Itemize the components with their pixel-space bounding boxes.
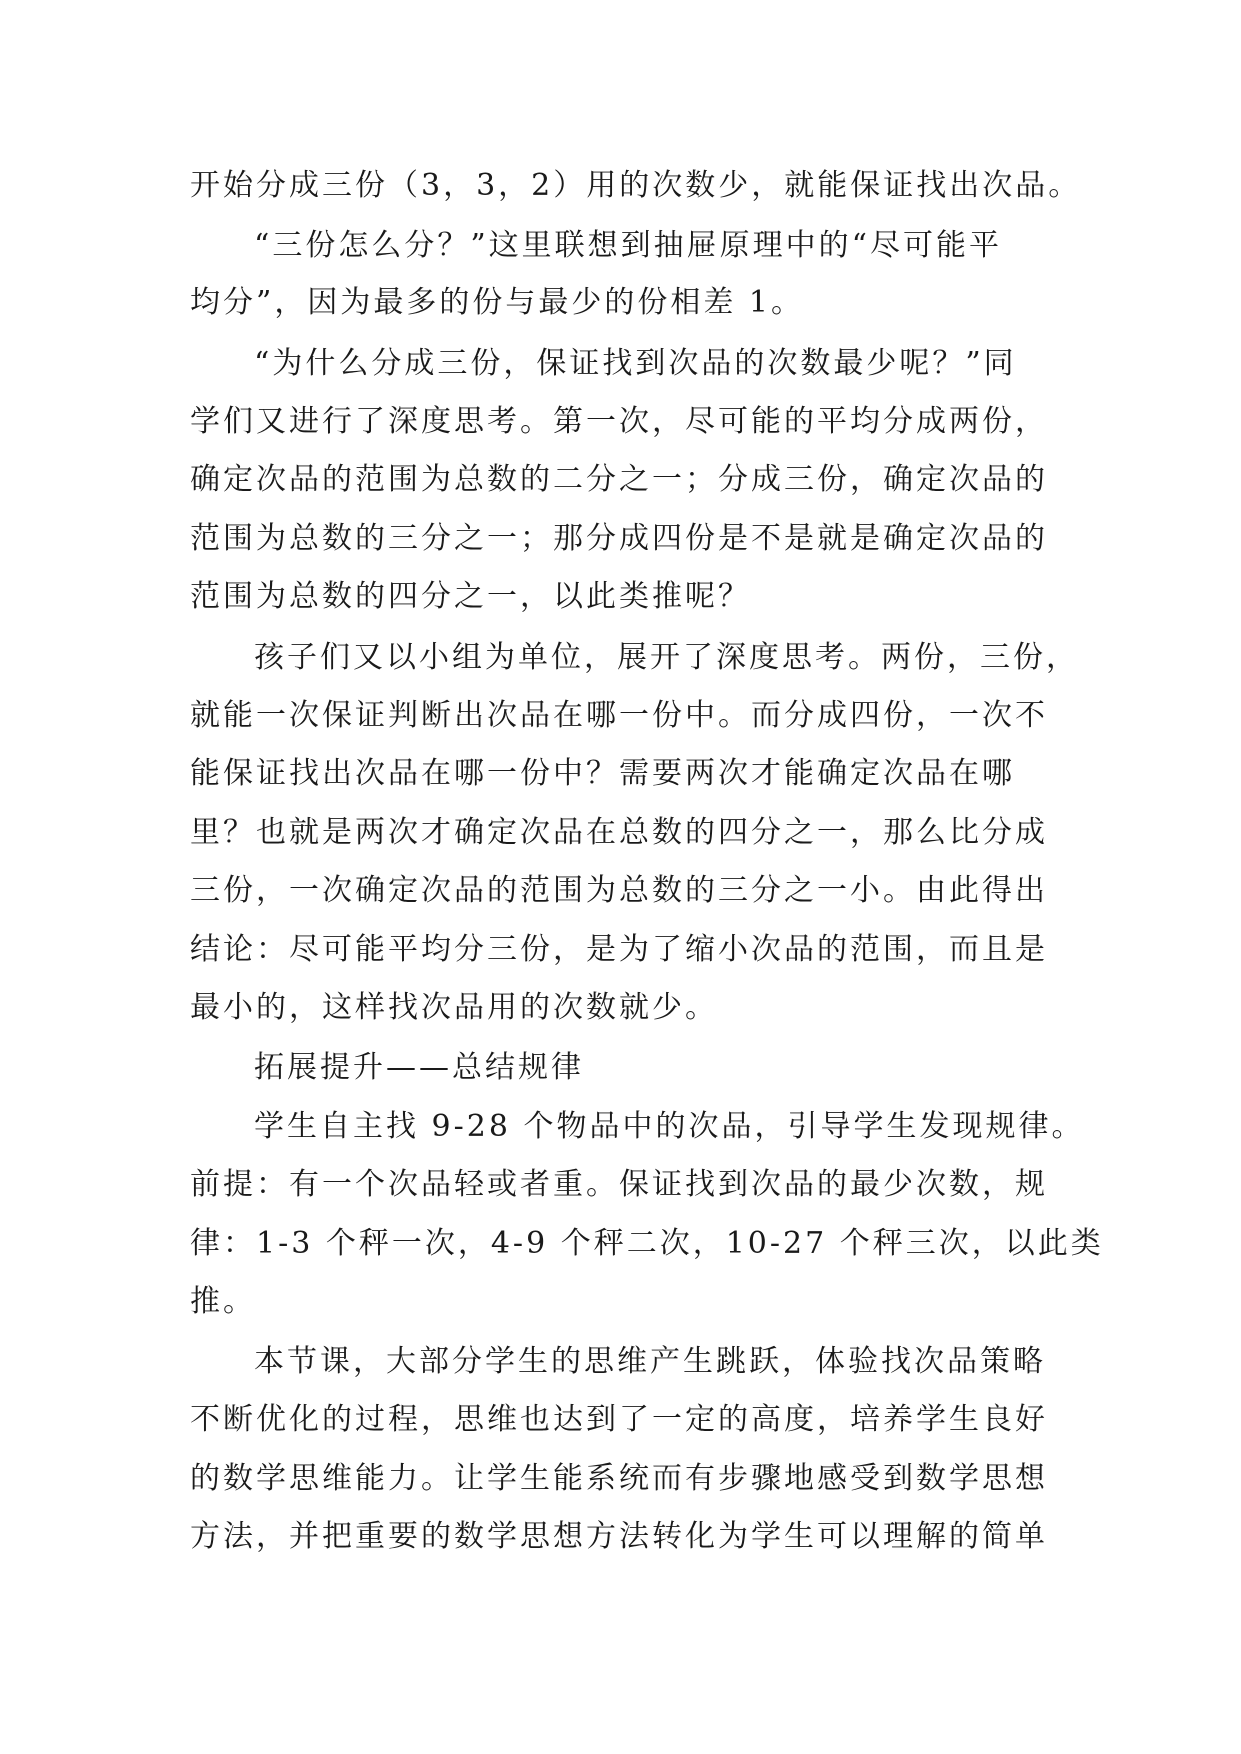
text-line: 的数学思维能力。让学生能系统而有步骤地感受到数学思想 bbox=[190, 1461, 1048, 1496]
text-line: 里？也就是两次才确定次品在总数的四分之一，那么比分成 bbox=[190, 815, 1048, 850]
text-line: 推。 bbox=[190, 1284, 256, 1319]
text-line: 律：1-3 个秤一次，4-9 个秤二次，10-27 个秤三次，以此类 bbox=[190, 1226, 1104, 1261]
text-line: 学们又进行了深度思考。第一次，尽可能的平均分成两份， bbox=[190, 404, 1048, 439]
text-line: 范围为总数的四分之一，以此类推呢？ bbox=[190, 579, 751, 614]
text-line: 三份，一次确定次品的范围为总数的三分之一小。由此得出 bbox=[190, 873, 1048, 908]
text-line: 最小的，这样找次品用的次数就少。 bbox=[190, 990, 718, 1025]
text-line: 学生自主找 9-28 个物品中的次品，引导学生发现规律。 bbox=[254, 1109, 1085, 1144]
text-line: 均分”，因为最多的份与最少的份相差 1。 bbox=[190, 285, 804, 320]
text-line: 能保证找出次品在哪一份中？需要两次才能确定次品在哪 bbox=[190, 756, 1015, 791]
text-line: 不断优化的过程，思维也达到了一定的高度，培养学生良好 bbox=[190, 1402, 1048, 1437]
text-line: 范围为总数的三分之一；那分成四份是不是就是确定次品的 bbox=[190, 521, 1048, 556]
text-line: 本节课，大部分学生的思维产生跳跃，体验找次品策略 bbox=[254, 1344, 1046, 1379]
text-line: 孩子们又以小组为单位，展开了深度思考。两份，三份， bbox=[254, 640, 1079, 675]
text-line: 前提：有一个次品轻或者重。保证找到次品的最少次数，规 bbox=[190, 1167, 1048, 1202]
text-line: 方法，并把重要的数学思想方法转化为学生可以理解的简单 bbox=[190, 1519, 1048, 1554]
text-line: 确定次品的范围为总数的二分之一；分成三份，确定次品的 bbox=[190, 462, 1048, 497]
text-line: 开始分成三份（3，3，2）用的次数少，就能保证找出次品。 bbox=[190, 168, 1082, 203]
text-line: 就能一次保证判断出次品在哪一份中。而分成四份，一次不 bbox=[190, 698, 1048, 733]
text-line: “三份怎么分？”这里联想到抽屉原理中的“尽可能平 bbox=[254, 228, 1003, 263]
text-line: 结论：尽可能平均分三份，是为了缩小次品的范围，而且是 bbox=[190, 932, 1048, 967]
section-heading: 拓展提升——总结规律 bbox=[254, 1050, 584, 1085]
text-line: “为什么分成三份，保证找到次品的次数最少呢？”同 bbox=[254, 346, 1017, 381]
